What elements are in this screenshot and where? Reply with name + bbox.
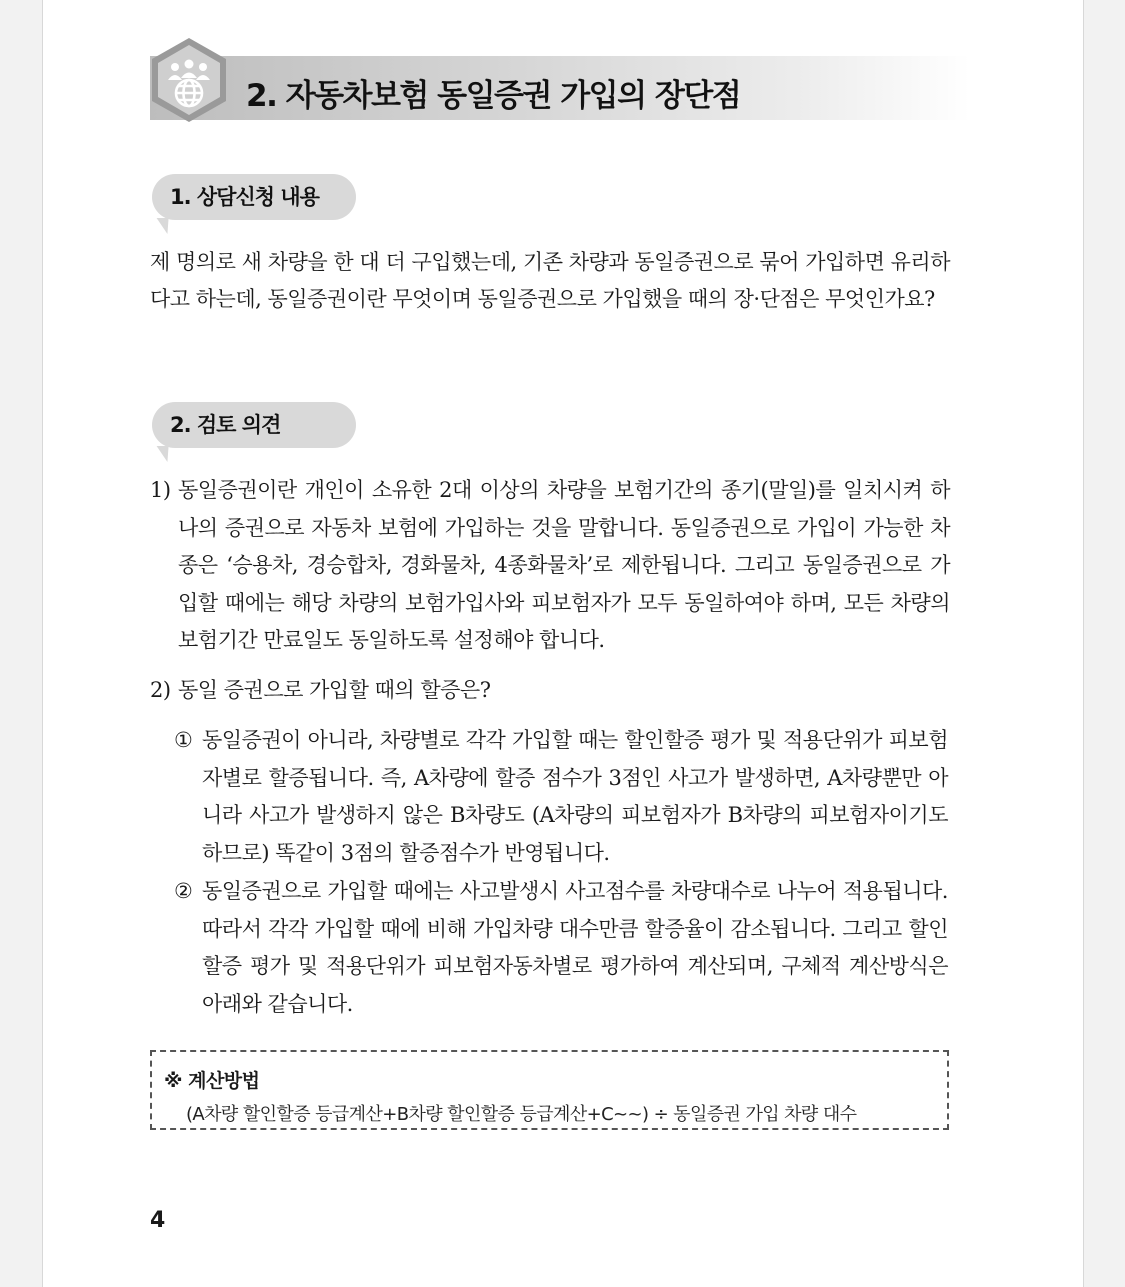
calculation-formula: (A차량 할인할증 등급계산+B차량 할인할증 등급계산+C~~) ÷ 동일증권 가입 차량 대수 xyxy=(186,1104,857,1125)
review-subitem-2-text: 동일증권으로 가입할 때에는 사고발생시 사고점수를 차량대수로 나누어 적용됩니다. 따라서 각각 가입할 때에 비해 가입차량 대수만큼 할증율이 감소됩니다. 그리고 할인할증 평가 및 적용단위가 피보험자동차별로 평가하여 계산되며, 구체적 계산방식은 아래와 같습니다. xyxy=(202,879,948,1016)
list-marker: 2) xyxy=(150,678,171,702)
review-item-1 xyxy=(150,472,950,660)
review-subitem-1-text: 동일증권이 아니라, 차량별로 각각 가입할 때는 할인할증 평가 및 적용단위가 피보험자별로 할증됩니다. 즉, A차량에 할증 점수가 3점인 사고가 발생하면, A차량뿐만 아니라 사고가 발생하지 않은 B차량도 (A차량의 피보험자가 B차량의 피보험자이기도 하므로) 똑같이 3점의 할증점수가 반영됩니다. xyxy=(202,728,948,865)
calculation-method-title: ※ 계산방법 xyxy=(164,1070,260,1092)
page-number: 4 xyxy=(150,1208,166,1233)
chapter-title: 2. 자동차보험 동일증권 가입의 장단점 xyxy=(246,78,741,114)
people-globe-icon xyxy=(150,36,228,124)
review-subitem-2 xyxy=(174,873,948,1023)
review-item-1-text: 동일증권이란 개인이 소유한 2대 이상의 차량을 보험기간의 종기(말일)를 일치시켜 하나의 증권으로 자동차 보험에 가입하는 것을 말합니다. 동일증권으로 가입이 가능한 차종은 ‘승용차, 경승합차, 경화물차, 4종화물차’로 제한됩니다. 그리고 동일증권으로 가입할 때에는 해당 차량의 보험가입사와 피보험자가 모두 동일하여야 하며, 모든 차량의 보험기간 만료일도 동일하도록 설정해야 합니다. xyxy=(178,478,950,652)
section-heading-review: 2. 검토 의견 xyxy=(152,402,356,448)
calculation-method-box xyxy=(150,1050,949,1130)
list-marker: ② xyxy=(174,879,193,903)
review-item-2-text: 동일 증권으로 가입할 때의 할증은? xyxy=(178,678,491,702)
section-heading-consultation: 1. 상담신청 내용 xyxy=(152,174,356,220)
list-marker: ① xyxy=(174,728,193,752)
review-item-2 xyxy=(150,672,950,710)
review-subitem-1 xyxy=(174,722,948,872)
list-marker: 1) xyxy=(150,478,171,502)
consultation-body: 제 명의로 새 차량을 한 대 더 구입했는데, 기존 차량과 동일증권으로 묶어 가입하면 유리하다고 하는데, 동일증권이란 무엇이며 동일증권으로 가입했을 때의 장·단점은 무엇인가요? xyxy=(150,250,950,311)
